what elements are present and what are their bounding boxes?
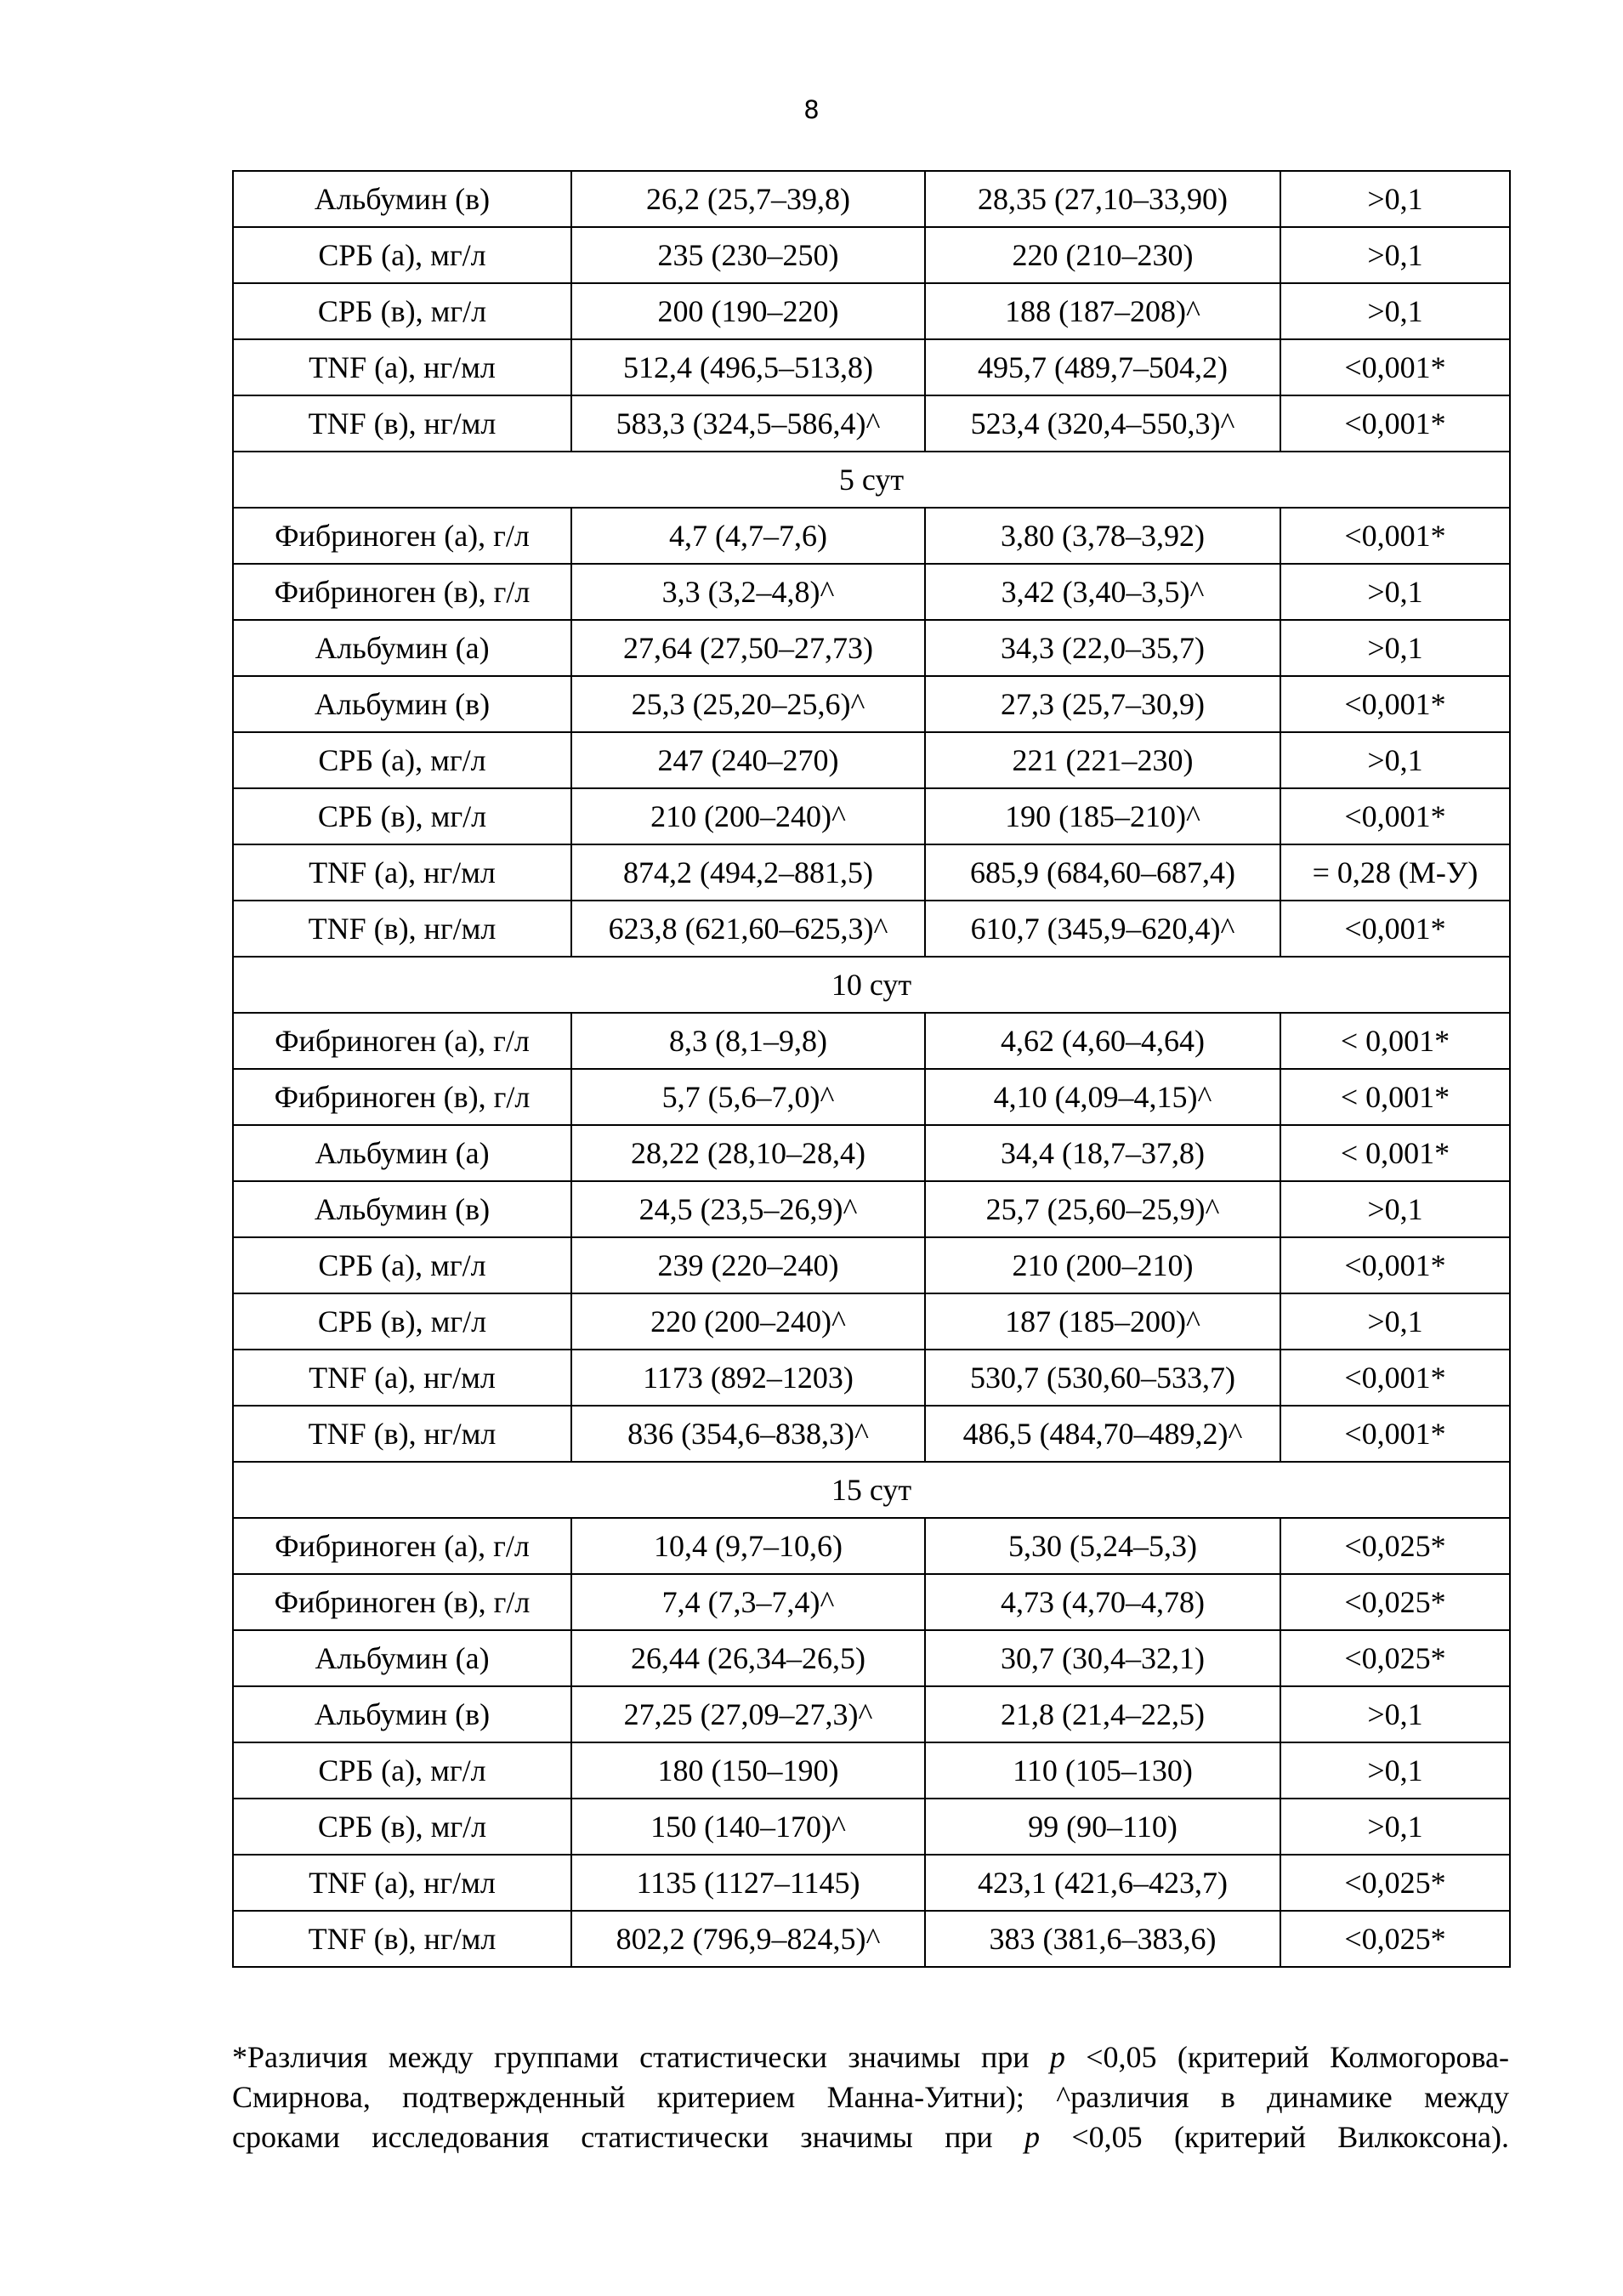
table-row: [233, 901, 1510, 957]
group-1-cell: 802,2 (796,9–824,5)^: [571, 1911, 925, 1967]
group-2-cell: 3,42 (3,40–3,5)^: [925, 564, 1280, 620]
table-row: [233, 171, 1510, 227]
group-1-cell: 8,3 (8,1–9,8): [571, 1013, 925, 1069]
indicator-cell: СРБ (в), мг/л: [233, 1293, 571, 1350]
footnote-line-1-end: <0,05 (критерий Колмогорова-: [1064, 2040, 1509, 2074]
table-row: [233, 1799, 1510, 1855]
group-1-cell: 25,3 (25,20–25,6)^: [571, 676, 925, 732]
group-1-cell: 3,3 (3,2–4,8)^: [571, 564, 925, 620]
group-2-cell: 34,3 (22,0–35,7): [925, 620, 1280, 676]
group-2-cell: 685,9 (684,60–687,4): [925, 844, 1280, 901]
table-row: [233, 1350, 1510, 1406]
group-2-cell: 4,73 (4,70–4,78): [925, 1574, 1280, 1630]
group-2-cell: 495,7 (489,7–504,2): [925, 339, 1280, 395]
group-1-cell: 1135 (1127–1145): [571, 1855, 925, 1911]
group-1-cell: 200 (190–220): [571, 283, 925, 339]
group-2-cell: 27,3 (25,7–30,9): [925, 676, 1280, 732]
p-value-cell: <0,025*: [1280, 1574, 1510, 1630]
footnote: [232, 2037, 1509, 2157]
footnote-p-symbol-2: р: [1024, 2120, 1040, 2154]
indicator-cell: Фибриноген (а), г/л: [233, 1013, 571, 1069]
group-2-cell: 4,62 (4,60–4,64): [925, 1013, 1280, 1069]
section-row: [233, 957, 1510, 1013]
table-row: [233, 1237, 1510, 1293]
table-row: [233, 1911, 1510, 1967]
group-1-cell: 239 (220–240): [571, 1237, 925, 1293]
footnote-p-symbol-1: р: [1049, 2040, 1065, 2074]
p-value-cell: <0,001*: [1280, 676, 1510, 732]
table-row: [233, 1855, 1510, 1911]
indicator-cell: Фибриноген (в), г/л: [233, 1574, 571, 1630]
table-row: [233, 1069, 1510, 1125]
p-value-cell: >0,1: [1280, 171, 1510, 227]
group-1-cell: 512,4 (496,5–513,8): [571, 339, 925, 395]
table-row: [233, 508, 1510, 564]
indicator-cell: TNF (в), нг/мл: [233, 1911, 571, 1967]
group-1-cell: 27,25 (27,09–27,3)^: [571, 1686, 925, 1742]
group-2-cell: 187 (185–200)^: [925, 1293, 1280, 1350]
group-1-cell: 874,2 (494,2–881,5): [571, 844, 925, 901]
group-2-cell: 34,4 (18,7–37,8): [925, 1125, 1280, 1181]
section-title: 5 сут: [233, 452, 1510, 508]
group-2-cell: 523,4 (320,4–550,3)^: [925, 395, 1280, 452]
indicator-cell: Альбумин (а): [233, 1125, 571, 1181]
indicator-cell: TNF (в), нг/мл: [233, 1406, 571, 1462]
page-number: 8: [803, 95, 820, 124]
table-row: [233, 1630, 1510, 1686]
p-value-cell: <0,001*: [1280, 508, 1510, 564]
p-value-cell: <0,025*: [1280, 1630, 1510, 1686]
group-1-cell: 836 (354,6–838,3)^: [571, 1406, 925, 1462]
p-value-cell: <0,001*: [1280, 1350, 1510, 1406]
indicator-cell: Фибриноген (а), г/л: [233, 508, 571, 564]
group-2-cell: 486,5 (484,70–489,2)^: [925, 1406, 1280, 1462]
section-row: [233, 1462, 1510, 1518]
table-row: [233, 339, 1510, 395]
group-2-cell: 30,7 (30,4–32,1): [925, 1630, 1280, 1686]
table-row: [233, 788, 1510, 844]
indicator-cell: СРБ (в), мг/л: [233, 788, 571, 844]
p-value-cell: < 0,001*: [1280, 1013, 1510, 1069]
table-row: [233, 1686, 1510, 1742]
indicator-cell: Альбумин (в): [233, 676, 571, 732]
indicator-cell: TNF (а), нг/мл: [233, 1350, 571, 1406]
table-row: [233, 1125, 1510, 1181]
p-value-cell: <0,001*: [1280, 788, 1510, 844]
p-value-cell: >0,1: [1280, 1799, 1510, 1855]
p-value-cell: < 0,001*: [1280, 1069, 1510, 1125]
table-row: [233, 227, 1510, 283]
footnote-line-1: [232, 2037, 1509, 2077]
group-1-cell: 583,3 (324,5–586,4)^: [571, 395, 925, 452]
indicator-cell: Альбумин (в): [233, 1181, 571, 1237]
footnote-line-2: Смирнова, подтвержденный критерием Манна-Уитни); ^различия в динамике между: [232, 2080, 1509, 2114]
p-value-cell: >0,1: [1280, 564, 1510, 620]
p-value-cell: >0,1: [1280, 732, 1510, 788]
footnote-line-3: [232, 2117, 1509, 2157]
indicator-cell: TNF (а), нг/мл: [233, 844, 571, 901]
section-title: 15 сут: [233, 1462, 1510, 1518]
indicator-cell: Альбумин (в): [233, 1686, 571, 1742]
group-1-cell: 220 (200–240)^: [571, 1293, 925, 1350]
p-value-cell: >0,1: [1280, 1686, 1510, 1742]
indicator-cell: Фибриноген (в), г/л: [233, 1069, 571, 1125]
p-value-cell: <0,001*: [1280, 1237, 1510, 1293]
group-2-cell: 21,8 (21,4–22,5): [925, 1686, 1280, 1742]
group-1-cell: 210 (200–240)^: [571, 788, 925, 844]
indicator-cell: СРБ (в), мг/л: [233, 283, 571, 339]
p-value-cell: <0,001*: [1280, 1406, 1510, 1462]
p-value-cell: >0,1: [1280, 283, 1510, 339]
p-value-cell: >0,1: [1280, 227, 1510, 283]
table-body: [233, 171, 1510, 1967]
indicator-cell: TNF (в), нг/мл: [233, 901, 571, 957]
indicator-cell: СРБ (а), мг/л: [233, 1237, 571, 1293]
p-value-cell: <0,025*: [1280, 1518, 1510, 1574]
group-2-cell: 190 (185–210)^: [925, 788, 1280, 844]
p-value-cell: >0,1: [1280, 1181, 1510, 1237]
group-1-cell: 7,4 (7,3–7,4)^: [571, 1574, 925, 1630]
p-value-cell: = 0,28 (М-У): [1280, 844, 1510, 901]
footnote-line-3-start: сроками исследования статистически значимы при: [232, 2120, 1024, 2154]
indicator-cell: TNF (а), нг/мл: [233, 339, 571, 395]
group-2-cell: 220 (210–230): [925, 227, 1280, 283]
table-row: [233, 676, 1510, 732]
group-1-cell: 150 (140–170)^: [571, 1799, 925, 1855]
table-row: [233, 1293, 1510, 1350]
table-row: [233, 1574, 1510, 1630]
group-2-cell: 25,7 (25,60–25,9)^: [925, 1181, 1280, 1237]
indicator-cell: СРБ (а), мг/л: [233, 1742, 571, 1799]
group-2-cell: 423,1 (421,6–423,7): [925, 1855, 1280, 1911]
group-1-cell: 24,5 (23,5–26,9)^: [571, 1181, 925, 1237]
group-2-cell: 4,10 (4,09–4,15)^: [925, 1069, 1280, 1125]
table-row: [233, 1518, 1510, 1574]
group-1-cell: 623,8 (621,60–625,3)^: [571, 901, 925, 957]
group-2-cell: 3,80 (3,78–3,92): [925, 508, 1280, 564]
group-2-cell: 28,35 (27,10–33,90): [925, 171, 1280, 227]
p-value-cell: >0,1: [1280, 1293, 1510, 1350]
group-1-cell: 1173 (892–1203): [571, 1350, 925, 1406]
group-1-cell: 180 (150–190): [571, 1742, 925, 1799]
section-title: 10 сут: [233, 957, 1510, 1013]
indicator-cell: Фибриноген (в), г/л: [233, 564, 571, 620]
p-value-cell: < 0,001*: [1280, 1125, 1510, 1181]
indicator-cell: Фибриноген (а), г/л: [233, 1518, 571, 1574]
results-table: [232, 170, 1511, 1968]
indicator-cell: Альбумин (а): [233, 1630, 571, 1686]
table-row: [233, 283, 1510, 339]
group-1-cell: 26,2 (25,7–39,8): [571, 171, 925, 227]
group-2-cell: 530,7 (530,60–533,7): [925, 1350, 1280, 1406]
table-row: [233, 1181, 1510, 1237]
group-2-cell: 383 (381,6–383,6): [925, 1911, 1280, 1967]
group-2-cell: 5,30 (5,24–5,3): [925, 1518, 1280, 1574]
p-value-cell: <0,025*: [1280, 1855, 1510, 1911]
indicator-cell: TNF (а), нг/мл: [233, 1855, 571, 1911]
group-2-cell: 610,7 (345,9–620,4)^: [925, 901, 1280, 957]
indicator-cell: СРБ (а), мг/л: [233, 732, 571, 788]
p-value-cell: <0,001*: [1280, 339, 1510, 395]
table-row: [233, 395, 1510, 452]
group-1-cell: 10,4 (9,7–10,6): [571, 1518, 925, 1574]
indicator-cell: TNF (в), нг/мл: [233, 395, 571, 452]
table-row: [233, 844, 1510, 901]
p-value-cell: >0,1: [1280, 1742, 1510, 1799]
group-2-cell: 110 (105–130): [925, 1742, 1280, 1799]
table-row: [233, 1406, 1510, 1462]
group-2-cell: 221 (221–230): [925, 732, 1280, 788]
table-row: [233, 1013, 1510, 1069]
indicator-cell: Альбумин (а): [233, 620, 571, 676]
p-value-cell: <0,001*: [1280, 395, 1510, 452]
p-value-cell: >0,1: [1280, 620, 1510, 676]
p-value-cell: <0,001*: [1280, 901, 1510, 957]
indicator-cell: СРБ (а), мг/л: [233, 227, 571, 283]
table-row: [233, 1742, 1510, 1799]
group-1-cell: 26,44 (26,34–26,5): [571, 1630, 925, 1686]
group-1-cell: 28,22 (28,10–28,4): [571, 1125, 925, 1181]
group-2-cell: 210 (200–210): [925, 1237, 1280, 1293]
indicator-cell: СРБ (в), мг/л: [233, 1799, 571, 1855]
table-row: [233, 564, 1510, 620]
section-row: [233, 452, 1510, 508]
group-1-cell: 235 (230–250): [571, 227, 925, 283]
group-2-cell: 188 (187–208)^: [925, 283, 1280, 339]
table-row: [233, 732, 1510, 788]
group-1-cell: 247 (240–270): [571, 732, 925, 788]
table-row: [233, 620, 1510, 676]
group-1-cell: 5,7 (5,6–7,0)^: [571, 1069, 925, 1125]
footnote-line-3-end: <0,05 (критерий Вилкоксона).: [1040, 2120, 1509, 2154]
group-1-cell: 4,7 (4,7–7,6): [571, 508, 925, 564]
group-1-cell: 27,64 (27,50–27,73): [571, 620, 925, 676]
p-value-cell: <0,025*: [1280, 1911, 1510, 1967]
indicator-cell: Альбумин (в): [233, 171, 571, 227]
footnote-line-1-start: *Различия между группами статистически значимы при: [232, 2040, 1050, 2074]
group-2-cell: 99 (90–110): [925, 1799, 1280, 1855]
